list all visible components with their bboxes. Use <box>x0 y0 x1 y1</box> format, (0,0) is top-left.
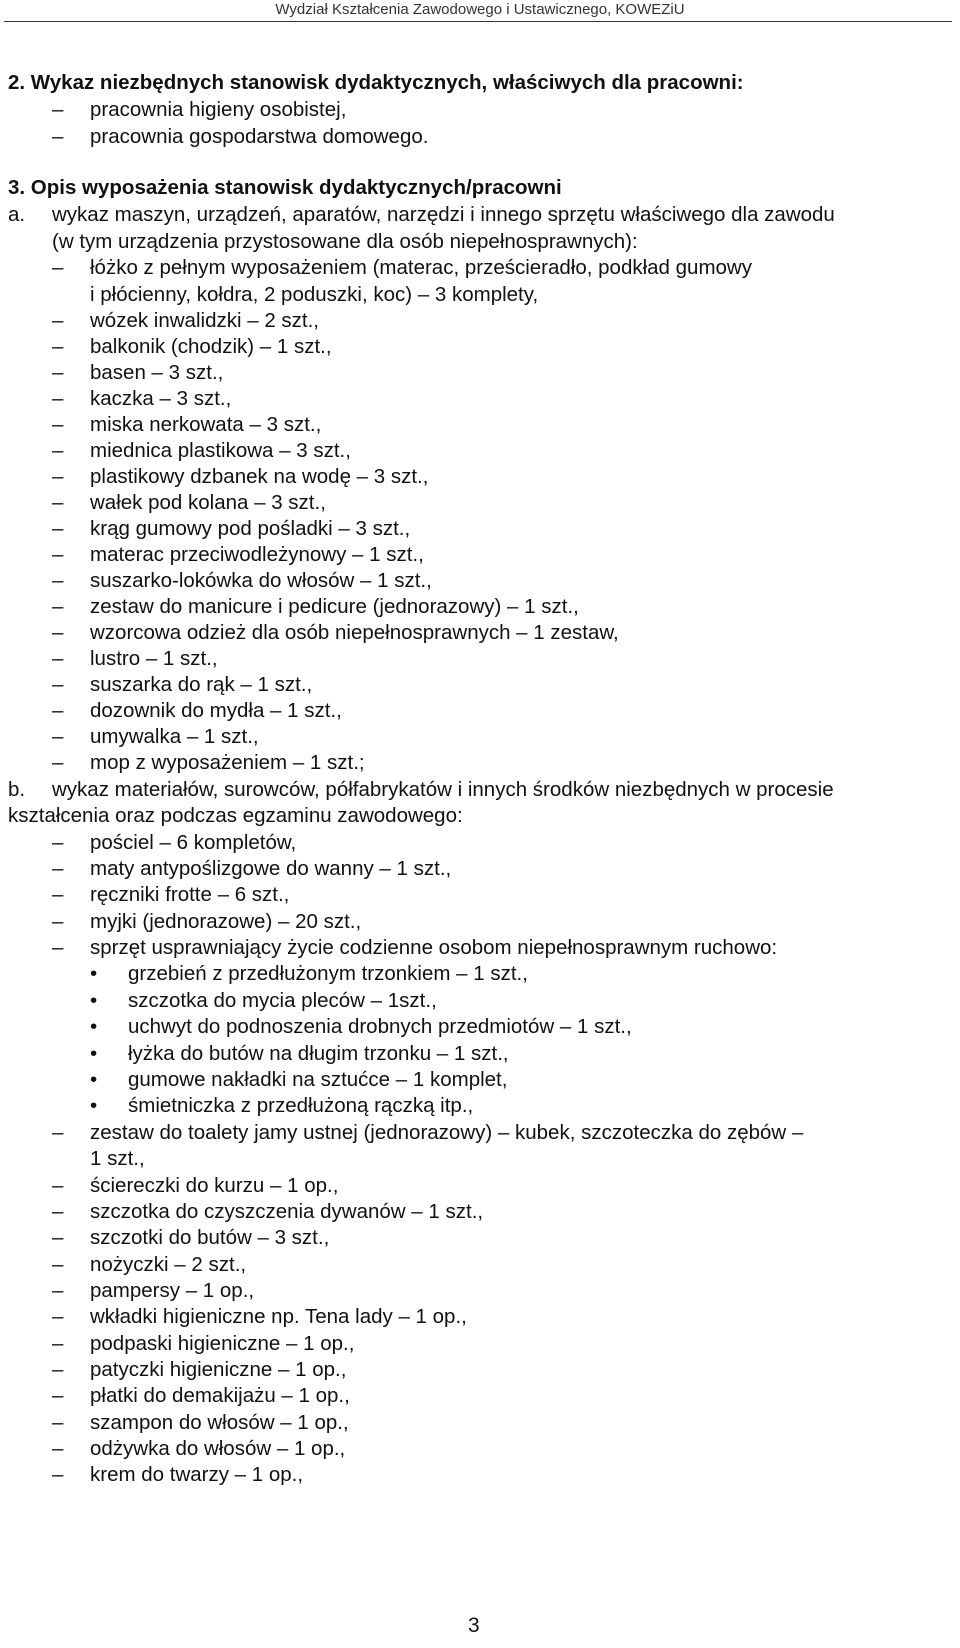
list-item: pracownia gospodarstwa domowego. <box>90 125 429 148</box>
dash-marker: – <box>52 543 64 566</box>
dash-marker: – <box>52 831 64 854</box>
dash-marker: – <box>52 1174 64 1197</box>
dash-marker: – <box>52 256 64 279</box>
page-number: 3 <box>468 1614 480 1637</box>
subsection-b-text-cont: kształcenia oraz podczas egzaminu zawodowego: <box>8 804 463 827</box>
list-item: krąg gumowy pod pośladki – 3 szt., <box>90 517 411 540</box>
dash-marker: – <box>52 1200 64 1223</box>
dash-marker: – <box>52 936 64 959</box>
list-item: zestaw do toalety jamy ustnej (jednorazowy) – kubek, szczoteczka do zębów – <box>90 1121 804 1144</box>
dash-marker: – <box>52 1121 64 1144</box>
list-item: pracownia higieny osobistej, <box>90 98 347 121</box>
sub-list-item: uchwyt do podnoszenia drobnych przedmiotów – 1 szt., <box>128 1015 632 1038</box>
dash-marker: – <box>52 1358 64 1381</box>
bullet-marker: • <box>90 1068 98 1091</box>
list-item: miska nerkowata – 3 szt., <box>90 413 322 436</box>
dash-marker: – <box>52 1463 64 1486</box>
list-item: pampersy – 1 op., <box>90 1279 255 1302</box>
dash-marker: – <box>52 1411 64 1434</box>
list-item: wózek inwalidzki – 2 szt., <box>90 309 320 332</box>
dash-marker: – <box>52 1305 64 1328</box>
list-item: maty antypoślizgowe do wanny – 1 szt., <box>90 857 452 880</box>
dash-marker: – <box>52 98 64 121</box>
dash-marker: – <box>52 361 64 384</box>
sub-list-item: gumowe nakładki na sztućce – 1 komplet, <box>128 1068 508 1091</box>
bullet-marker: • <box>90 1015 98 1038</box>
list-item: umywalka – 1 szt., <box>90 725 259 748</box>
dash-marker: – <box>52 725 64 748</box>
list-item: płatki do demakijażu – 1 op., <box>90 1384 350 1407</box>
sub-list-item: grzebień z przedłużonym trzonkiem – 1 szt., <box>128 962 528 985</box>
list-item: wałek pod kolana – 3 szt., <box>90 491 326 514</box>
dash-marker: – <box>52 1437 64 1460</box>
list-item-cont: i płócienny, kołdra, 2 poduszki, koc) – 3 komplety, <box>90 283 539 306</box>
list-item: kaczka – 3 szt., <box>90 387 232 410</box>
subsection-b-text: wykaz materiałów, surowców, półfabrykatów i innych środków niezbędnych w procesie <box>52 778 834 801</box>
bullet-marker: • <box>90 989 98 1012</box>
list-item: lustro – 1 szt., <box>90 647 218 670</box>
list-item: miednica plastikowa – 3 szt., <box>90 439 351 462</box>
list-item: zestaw do manicure i pedicure (jednorazowy) – 1 szt., <box>90 595 579 618</box>
dash-marker: – <box>52 517 64 540</box>
list-item: balkonik (chodzik) – 1 szt., <box>90 335 332 358</box>
dash-marker: – <box>52 595 64 618</box>
list-item: ściereczki do kurzu – 1 op., <box>90 1174 339 1197</box>
dash-marker: – <box>52 387 64 410</box>
dash-marker: – <box>52 465 64 488</box>
dash-marker: – <box>52 647 64 670</box>
header-divider <box>4 21 952 22</box>
list-item: wzorcowa odzież dla osób niepełnosprawnych – 1 zestaw, <box>90 621 619 644</box>
list-item: sprzęt usprawniający życie codzienne osobom niepełnosprawnym ruchowo: <box>90 936 778 959</box>
list-item: podpaski higieniczne – 1 op., <box>90 1332 355 1355</box>
list-item: szczotki do butów – 3 szt., <box>90 1226 330 1249</box>
dash-marker: – <box>52 1332 64 1355</box>
dash-marker: – <box>52 1384 64 1407</box>
dash-marker: – <box>52 309 64 332</box>
dash-marker: – <box>52 673 64 696</box>
list-marker-a: a. <box>8 203 26 226</box>
subsection-a-text-cont: (w tym urządzenia przystosowane dla osób niepełnosprawnych): <box>52 230 638 253</box>
dash-marker: – <box>52 699 64 722</box>
bullet-marker: • <box>90 962 98 985</box>
list-item: nożyczki – 2 szt., <box>90 1253 247 1276</box>
list-marker-b: b. <box>8 778 26 801</box>
list-item: szampon do włosów – 1 op., <box>90 1411 349 1434</box>
dash-marker: – <box>52 857 64 880</box>
list-item: plastikowy dzbanek na wodę – 3 szt., <box>90 465 429 488</box>
bullet-marker: • <box>90 1042 98 1065</box>
sub-list-item: łyżka do butów na długim trzonku – 1 szt., <box>128 1042 509 1065</box>
section-3-heading: 3. Opis wyposażenia stanowisk dydaktycznych/pracowni <box>8 176 562 199</box>
list-item: suszarka do rąk – 1 szt., <box>90 673 313 696</box>
list-item: łóżko z pełnym wyposażeniem (materac, prześcieradło, podkład gumowy <box>90 256 752 279</box>
dash-marker: – <box>52 491 64 514</box>
dash-marker: – <box>52 335 64 358</box>
page-header <box>0 0 960 26</box>
list-item: suszarko-lokówka do włosów – 1 szt., <box>90 569 432 592</box>
sub-list-item: szczotka do mycia pleców – 1szt., <box>128 989 437 1012</box>
list-item: basen – 3 szt., <box>90 361 224 384</box>
subsection-a-text: wykaz maszyn, urządzeń, aparatów, narzędzi i innego sprzętu właściwego dla zawodu <box>52 203 835 226</box>
list-item: ręczniki frotte – 6 szt., <box>90 883 290 906</box>
dash-marker: – <box>52 751 64 774</box>
bullet-marker: • <box>90 1094 98 1117</box>
dash-marker: – <box>52 1226 64 1249</box>
list-item: patyczki higieniczne – 1 op., <box>90 1358 347 1381</box>
list-item: wkładki higieniczne np. Tena lady – 1 op., <box>90 1305 467 1328</box>
sub-list-item: śmietniczka z przedłużoną rączką itp., <box>128 1094 474 1117</box>
dash-marker: – <box>52 910 64 933</box>
dash-marker: – <box>52 439 64 462</box>
header-title: Wydział Kształcenia Zawodowego i Ustawicznego, KOWEZiU <box>275 1 685 18</box>
list-item-cont: 1 szt., <box>90 1147 145 1170</box>
dash-marker: – <box>52 569 64 592</box>
section-2-heading: 2. Wykaz niezbędnych stanowisk dydaktycznych, właściwych dla pracowni: <box>8 71 744 94</box>
list-item: mop z wyposażeniem – 1 szt.; <box>90 751 365 774</box>
list-item: szczotka do czyszczenia dywanów – 1 szt., <box>90 1200 484 1223</box>
list-item: myjki (jednorazowe) – 20 szt., <box>90 910 362 933</box>
dash-marker: – <box>52 621 64 644</box>
list-item: pościel – 6 kompletów, <box>90 831 297 854</box>
dash-marker: – <box>52 883 64 906</box>
dash-marker: – <box>52 125 64 148</box>
list-item: odżywka do włosów – 1 op., <box>90 1437 346 1460</box>
list-item: materac przeciwodleżynowy – 1 szt., <box>90 543 424 566</box>
dash-marker: – <box>52 1279 64 1302</box>
dash-marker: – <box>52 413 64 436</box>
dash-marker: – <box>52 1253 64 1276</box>
list-item: dozownik do mydła – 1 szt., <box>90 699 342 722</box>
list-item: krem do twarzy – 1 op., <box>90 1463 304 1486</box>
